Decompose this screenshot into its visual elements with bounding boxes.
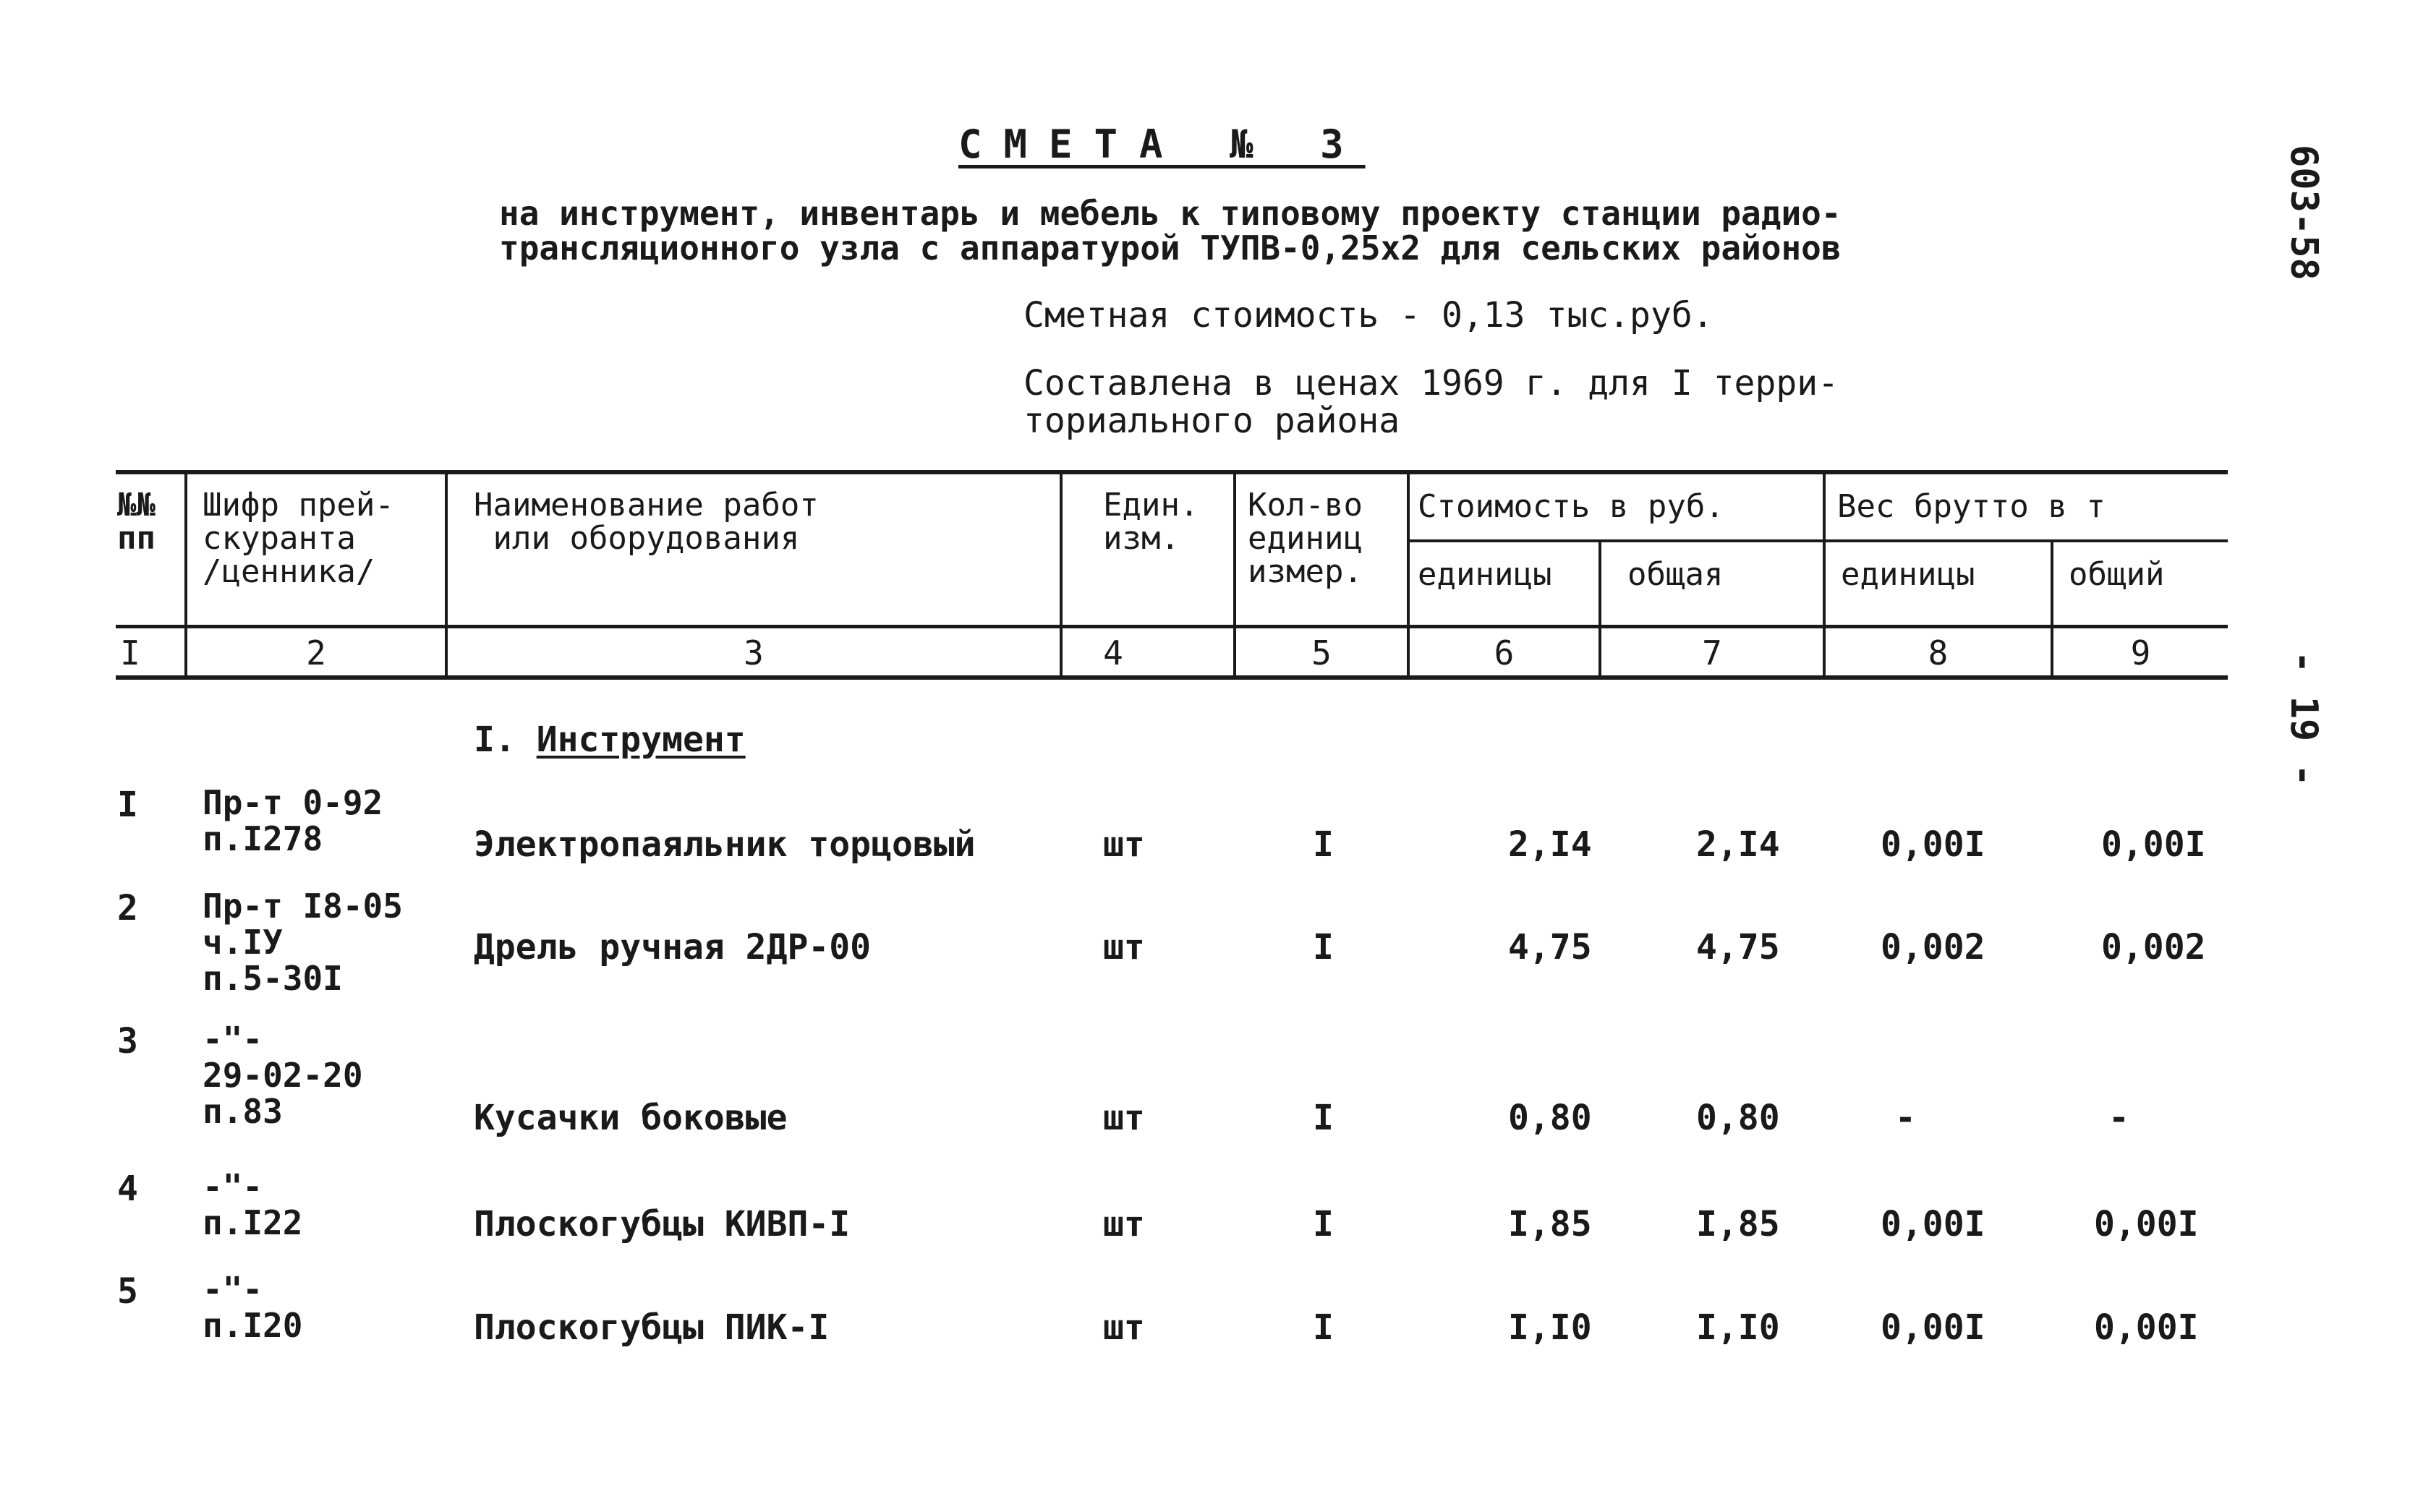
row-item-name: Дрель ручная 2ДР-00: [474, 927, 872, 968]
row-unit: шт: [1103, 1307, 1145, 1348]
row-price-code: -"- п.I22: [203, 1167, 303, 1242]
row-cost-unit: I,I0: [1508, 1307, 1592, 1348]
document-subtitle-line1: на инструмент, инвентарь и мебель к типовому проекту станции радио-: [499, 194, 1842, 233]
page-number: - 19 -: [2282, 651, 2325, 787]
row-cost-total: 0,80: [1696, 1098, 1780, 1138]
row-weight-unit: 0,002: [1881, 927, 1985, 968]
document-title: СМЕТА № 3: [958, 121, 1366, 167]
header-col7: общая: [1627, 556, 1724, 593]
row-cost-unit: 2,I4: [1508, 824, 1592, 865]
row-cost-unit: 4,75: [1508, 927, 1592, 968]
row-number: 4: [117, 1169, 138, 1209]
prices-note-line1: Составлена в ценах 1969 г. для I терри-: [1023, 363, 1839, 403]
row-cost-total: I,I0: [1696, 1307, 1780, 1348]
row-number: I: [117, 785, 138, 825]
row-cost-total: I,85: [1696, 1204, 1780, 1244]
header-bottom-rule: [116, 625, 2228, 628]
section-title: Инструмент: [536, 719, 746, 760]
row-unit: шт: [1103, 1204, 1145, 1244]
row-number: 2: [117, 888, 138, 928]
group-header-rule: [1407, 539, 2228, 542]
row-cost-unit: I,85: [1508, 1204, 1592, 1244]
header-col8: единицы: [1841, 556, 1975, 593]
row-item-name: Кусачки боковые: [474, 1098, 788, 1138]
row-quantity: I: [1313, 927, 1334, 968]
row-cost-total: 2,I4: [1696, 824, 1780, 865]
row-unit: шт: [1103, 824, 1145, 865]
column-number-9: 9: [2130, 633, 2151, 672]
row-quantity: I: [1313, 1307, 1334, 1348]
row-weight-total: 0,00I: [2101, 824, 2206, 865]
row-price-code: Пр-т 0-92 п.I278: [203, 783, 383, 858]
row-number: 3: [117, 1021, 138, 1062]
header-weight-group: Вес брутто в т: [1837, 488, 2106, 525]
table-top-rule: [116, 470, 2228, 474]
header-col5: Кол-во единиц измер.: [1248, 487, 1363, 590]
header-col6: единицы: [1418, 556, 1552, 593]
row-item-name: Электропаяльник торцовый: [474, 824, 976, 865]
row-quantity: I: [1313, 1204, 1334, 1244]
row-unit: шт: [1103, 927, 1145, 968]
column-number-3: 3: [744, 633, 764, 672]
column-numbers-bottom-rule: [116, 675, 2228, 680]
header-col1: №№ пп: [117, 487, 156, 557]
prices-note-line2: ториального района: [1023, 401, 1400, 441]
row-quantity: I: [1313, 824, 1334, 865]
column-number-8: 8: [1928, 633, 1949, 672]
row-weight-unit: 0,00I: [1881, 1204, 1985, 1244]
row-weight-total: -: [2108, 1098, 2129, 1138]
header-col2: Шифр прей- скуранта /ценника/: [203, 487, 394, 590]
section-number: I.: [474, 719, 516, 760]
header-col4: Един. изм.: [1103, 487, 1199, 557]
estimated-cost: Сметная стоимость - 0,13 тыс.руб.: [1023, 295, 1714, 336]
row-weight-total: 0,00I: [2094, 1307, 2199, 1348]
row-weight-total: 0,00I: [2094, 1204, 2199, 1244]
column-number-1: I: [120, 633, 140, 672]
header-col9: общий: [2069, 556, 2165, 593]
row-number: 5: [117, 1271, 138, 1312]
column-number-7: 7: [1702, 633, 1722, 672]
row-price-code: Пр-т I8-05 ч.IУ п.5-30I: [203, 887, 403, 998]
row-item-name: Плоскогубцы ПИК-I: [474, 1307, 830, 1348]
row-cost-total: 4,75: [1696, 927, 1780, 968]
section-heading: [474, 719, 746, 760]
column-number-5: 5: [1311, 633, 1332, 672]
row-cost-unit: 0,80: [1508, 1098, 1592, 1138]
row-unit: шт: [1103, 1098, 1145, 1138]
row-weight-unit: 0,00I: [1881, 824, 1985, 865]
column-number-2: 2: [306, 633, 326, 672]
column-number-4: 4: [1103, 633, 1123, 672]
column-number-6: 6: [1494, 633, 1515, 672]
row-price-code: -"- п.I20: [203, 1270, 303, 1345]
side-code: 603-58: [2282, 145, 2325, 281]
row-quantity: I: [1313, 1098, 1334, 1138]
header-col3: Наименование работ или оборудования: [474, 487, 819, 557]
row-weight-unit: 0,00I: [1881, 1307, 1985, 1348]
row-weight-total: 0,002: [2101, 927, 2206, 968]
row-item-name: Плоскогубцы КИВП-I: [474, 1204, 851, 1244]
document-subtitle-line2: трансляционного узла с аппаратурой ТУПВ-0,25х2 для сельских районов: [499, 228, 1842, 268]
header-cost-group: Стоимость в руб.: [1418, 488, 1724, 525]
row-weight-unit: -: [1895, 1098, 1916, 1138]
row-price-code: -"- 29-02-20 п.83: [203, 1020, 363, 1131]
